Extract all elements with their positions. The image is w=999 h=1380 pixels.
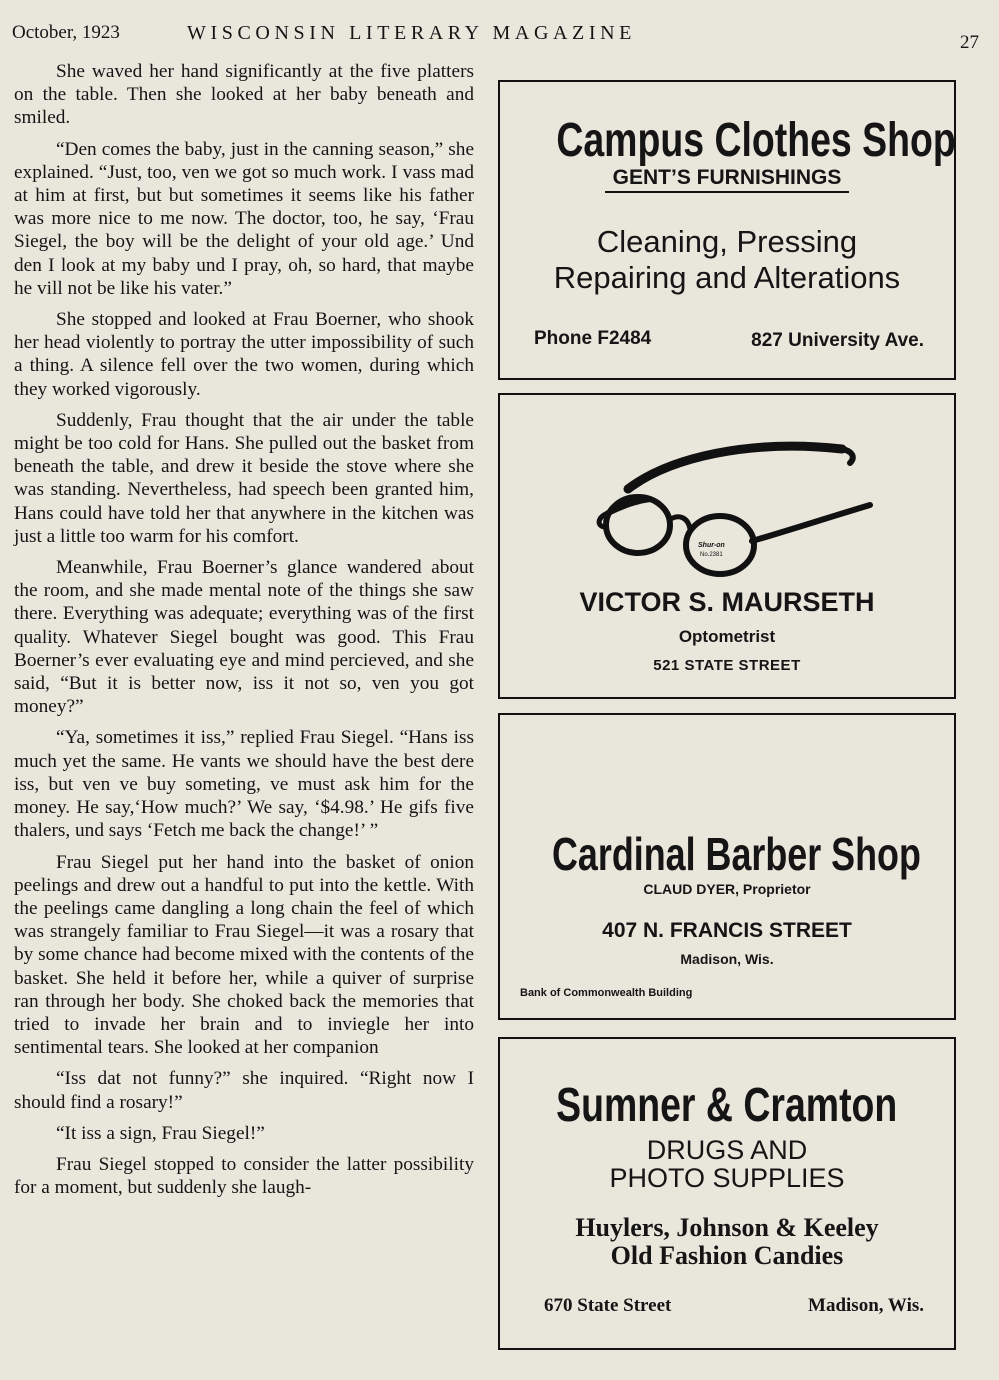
campus-line-1: Cleaning, Pressing: [596, 224, 858, 259]
optometrist-ad: [498, 393, 956, 699]
sumner-candies-line-2: Old Fashion Candies: [610, 1241, 844, 1270]
story-paragraph: “Ya, sometimes it iss,” replied Frau Siegel. “Hans iss much yet the same. He vants we should have the best dere iss, but ven ve buy someting, ve must ask him for the money. He say,‘How much?’ We say, ‘$4.98.’ He gifs five thalers, und says ‘Fetch me back the change!’ ”: [14, 727, 474, 842]
barber-shop-ad: [498, 713, 956, 1020]
story-paragraph: She stopped and looked at Frau Boerner, who shook her head violently to portray the utter impossibility of such a thing. A silence fell over the two women, during which they worked vigorously.: [14, 309, 474, 400]
story-paragraph: Frau Siegel put her hand into the basket of onion peelings and drew out a handful to put into the kettle. With the peelings came dangling a long chain the feel of which was strangely familiar to Frau Siegel—it was a rosary that by some chance had become mixed with the contents of the basket. She held it before her, while a quiver of surprise ran through her body. She choked back the memories that tried to invade her brain and to inviegle her into sentimental tears. She looked at her companion: [14, 851, 474, 1059]
sumner-shop-name: Sumner & Cramton: [556, 1079, 898, 1132]
sumner-cramton-ad: [498, 1037, 956, 1350]
story-paragraph: “It iss a sign, Frau Siegel!”: [56, 1122, 265, 1144]
story-column: [14, 60, 474, 1207]
campus-line-2: Repairing and Alterations: [553, 260, 901, 295]
sumner-address: 670 State Street: [544, 1295, 672, 1316]
page-number: 27: [960, 32, 979, 53]
campus-shop-name: Campus Clothes Shop: [556, 114, 956, 167]
barber-street: 407 N. FRANCIS STREET: [602, 919, 852, 942]
sumner-city: Madison, Wis.: [808, 1295, 924, 1316]
lens-brand-label: Shur-on: [698, 542, 725, 549]
barber-city: Madison, Wis.: [680, 951, 774, 967]
optometrist-name: VICTOR S. MAURSETH: [579, 587, 875, 617]
campus-phone: Phone F2484: [534, 328, 652, 349]
sumner-line-2: PHOTO SUPPLIES: [609, 1163, 845, 1193]
barber-shop-name: Cardinal Barber Shop: [552, 828, 921, 880]
optometrist-role: Optometrist: [678, 627, 776, 646]
campus-subtitle: GENT’S FURNISHINGS: [605, 166, 850, 193]
eyeglasses-illustration: [580, 417, 880, 577]
campus-address: 827 University Ave.: [751, 330, 924, 351]
barber-proprietor: CLAUD DYER, Proprietor: [643, 881, 811, 897]
story-paragraph: Frau Siegel stopped to consider the latter possibility for a moment, but suddenly she laugh-: [14, 1153, 474, 1199]
barber-building: Bank of Commonwealth Building: [520, 987, 693, 999]
story-paragraph: “Den comes the baby, just in the canning season,” she explained. “Just, too, ven we got so much work. I vass mad at him at first, but but sometimes it seems like his father was more nice to me now. The doctor, too, he say, ‘Frau Siegel, the boy will be the delight of your old age.’ Und den I look at my baby und I pray, oh, so hard, that maybe he vill not be like his vater.”: [14, 138, 474, 299]
story-paragraph: Suddenly, Frau thought that the air under the table might be too cold for Hans. She pulled out the basket from beneath the table, and drew it beside the stove where she was standing. Nevertheless, had speech been granted him, Hans could have told her that anywhere in the kitchen was just a little too warm for his comfort.: [14, 409, 474, 547]
story-paragraph: “Iss dat not funny?” she inquired. “Right now I should find a rosary!”: [14, 1068, 474, 1113]
sumner-line-1: DRUGS AND: [646, 1135, 808, 1165]
lens-model-label: No.2381: [700, 552, 723, 558]
story-paragraph: Meanwhile, Frau Boerner’s glance wandered about the room, and she made mental note of the things she saw there. Everything was adequate; everything was of the first quality. Whatever Siegel bought was good. This Frau Boerner’s ever evaluating eye and mind percieved, and she said, “But it is better now, iss it not so, ven you got money?”: [14, 557, 474, 718]
sumner-candies-line-1: Huylers, Johnson & Keeley: [575, 1213, 879, 1242]
story-paragraph: She waved her hand significantly at the five platters on the table. Then she looked at her baby beneath and smiled.: [14, 61, 474, 129]
campus-clothes-ad: [498, 80, 956, 380]
issue-date: October, 1923: [12, 22, 120, 43]
magazine-title: WISCONSIN LITERARY MAGAZINE: [187, 22, 636, 44]
page-header: [12, 22, 979, 56]
optometrist-street: 521 STATE STREET: [653, 657, 801, 674]
